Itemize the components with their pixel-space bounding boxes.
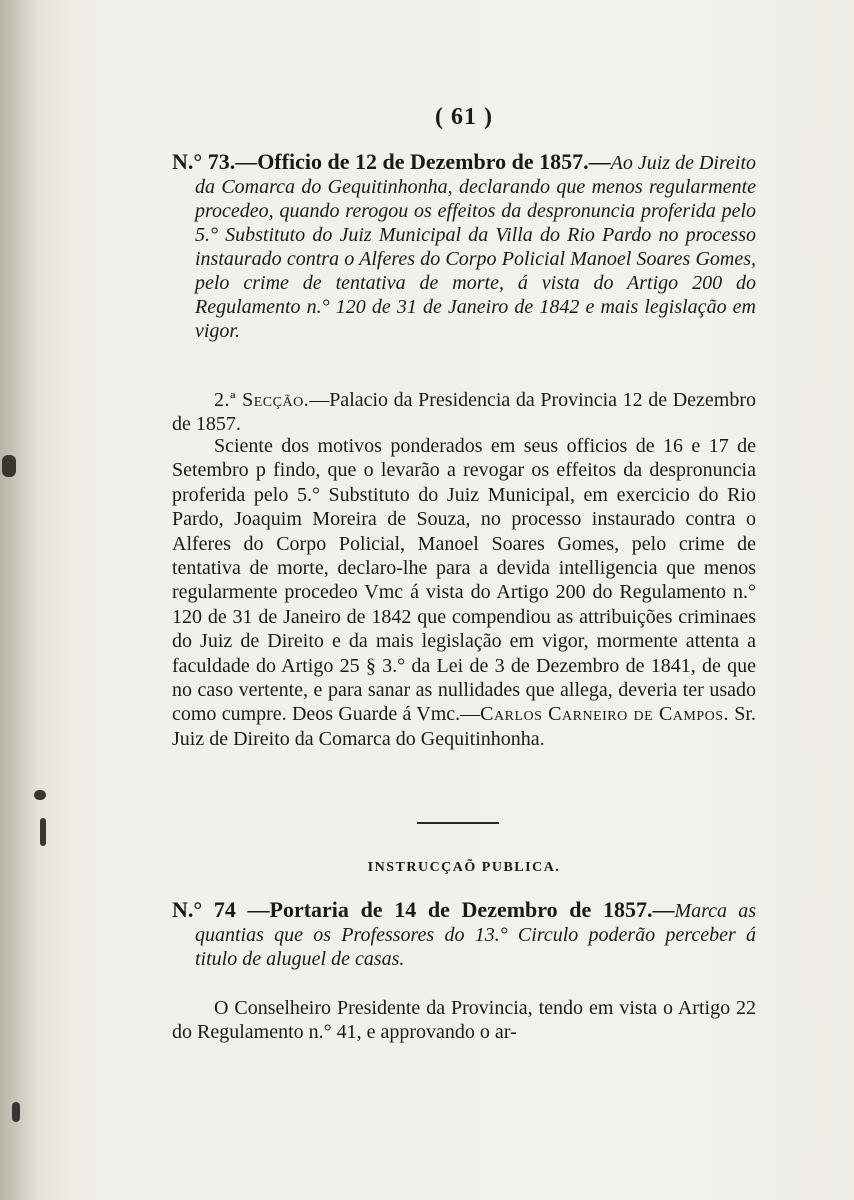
body-paragraph bbox=[172, 434, 756, 751]
section-paragraph bbox=[172, 388, 756, 437]
entry-73-header bbox=[172, 150, 756, 343]
binding-gutter bbox=[0, 0, 70, 1200]
signature: Carlos Carneiro de Campos. bbox=[480, 703, 730, 726]
entry-74-header bbox=[172, 898, 756, 971]
body-closing: Sr. Juiz de Direito da Comarca do Gequitinhonha. bbox=[172, 703, 756, 750]
entry-74-lead: N.° 74 —Portaria de 14 de Dezembro de 1857.— bbox=[172, 897, 675, 922]
section-divider bbox=[417, 822, 499, 824]
entry-73-title bbox=[172, 150, 756, 343]
entry-74-body bbox=[172, 996, 756, 1045]
margin-mark bbox=[2, 455, 16, 477]
entry-73-lead: N.° 73.—Officio de 12 de Dezembro de 1857.— bbox=[172, 149, 611, 174]
entry-73-section-line bbox=[172, 388, 756, 437]
entry-74-summary: Marca as quantias que os Professores do 13.° Circulo poderão perceber á titulo de aluguel de casas. bbox=[195, 900, 756, 970]
margin-mark bbox=[34, 790, 46, 800]
entry-73-summary: Ao Juiz de Direito da Comarca do Gequitinhonha, declarando que menos regularmente procedeo, quando rerogou os effeitos da despronuncia proferida pelo 5.° Substituto do Juiz Municipal da Villa do Rio Pardo no processo instaurado contra o Alferes do Corpo Policial Manoel Soares Gomes, pelo crime de tentativa de morte, á vista do Artigo 200 do Regulamento n.° 120 de 31 de Janeiro de 1842 e mais legislação em vigor. bbox=[195, 152, 756, 342]
page-number: ( 61 ) bbox=[435, 104, 493, 130]
section-heading: INSTRUCÇAÕ PUBLICA. bbox=[367, 860, 561, 875]
entry-73-body bbox=[172, 434, 756, 751]
margin-mark bbox=[40, 818, 46, 846]
section-rest: —Palacio da Presidencia da Provincia 12 de Dezembro de 1857. bbox=[172, 389, 756, 436]
conselheiro-paragraph: O Conselheiro Presidente da Provincia, tendo em vista o Artigo 22 do Regulamento n.° 41, e approvando o ar- bbox=[172, 997, 756, 1044]
body-text: Sciente dos motivos ponderados em seus officios de 16 e 17 de Setembro p findo, que o levarão a revogar os effeitos da despronuncia proferida pelo 5.° Substituto do Juiz Municipal, em exercicio do Rio Pardo, Joaquim Moreira de Souza, no processo instaurado contra o Alferes do Corpo Policial, Manoel Soares Gomes, pelo crime de tentativa de morte, declaro-lhe para a devida intelligencia que menos regularmente procedeo Vmc á vista do Artigo 200 do Regulamento n.° 120 de 31 de Janeiro de 1842 que compendiou as attribuições criminaes do Juiz de Direito e da mais legislação em vigor, mormente attenta a faculdade do Artigo 25 § 3.° da Lei de 3 de Dezembro de 1841, de que no caso vertente, e para sanar as nullidades que allega, deveria ter usado como cumpre. Deos Guarde á Vmc.— bbox=[172, 435, 756, 726]
section-label: 2.ª Secção. bbox=[214, 389, 310, 411]
margin-mark bbox=[12, 1102, 20, 1122]
entry-74-title bbox=[172, 898, 756, 971]
